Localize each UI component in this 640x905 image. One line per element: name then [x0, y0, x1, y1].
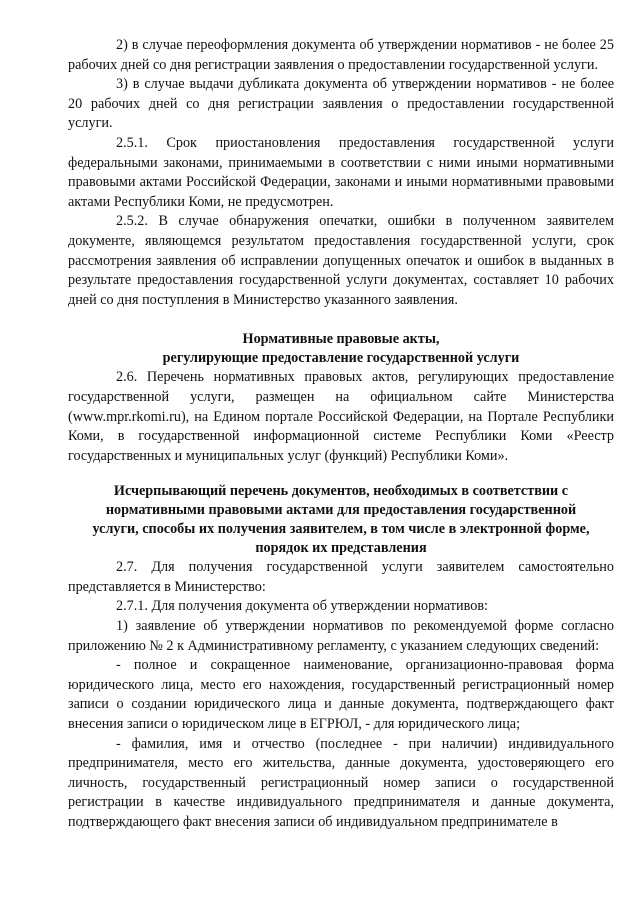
- paragraph-item-1: 1) заявление об утверждении нормативов по рекомендуемой форме согласно приложению № 2 к Административному регламенту, с указанием следующих сведений:: [68, 618, 614, 654]
- section-heading-normative-acts: [68, 330, 614, 368]
- heading-line: нормативными правовыми актами для предоставления государственной: [105, 502, 577, 519]
- paragraph-2-5-1: 2.5.1. Срок приостановления предоставления государственной услуги федеральными законами, принимаемыми в соответствии с ними иными нормативными правовыми актами Российской Федерации, законами и иными нормативными правовыми актами Республики Коми, не предусмотрен.: [68, 134, 614, 210]
- heading-line: регулирующие предоставление государственной услуги: [162, 350, 520, 367]
- paragraph-2-7-1: 2.7.1. Для получения документа об утверждении нормативов:: [116, 598, 488, 615]
- section-heading-documents-list: [68, 482, 614, 558]
- paragraph-individual-entrepreneur: - фамилия, имя и отчество (последнее - при наличии) индивидуального предпринимателя, место его жительства, данные документа, удостоверяющего его личность, государственный регистрационный номер записи о государственной регистрации в качестве индивидуального предпринимателя и данные документа, подтверждающего факт внесения записи об индивидуальном предпринимателе в: [68, 735, 614, 830]
- heading-line: Исчерпывающий перечень документов, необходимых в соответствии с: [113, 483, 569, 500]
- paragraph-item-3: 3) в случае выдачи дубликата документа об утверждении нормативов - не более 20 рабочих дней со дня регистрации заявления о предоставлении государственной услуги.: [68, 76, 614, 132]
- paragraph-2-5-2: 2.5.2. В случае обнаружения опечатки, ошибки в полученном заявителем документе, являющемся результатом предоставления государственной услуги, срок рассмотрения заявления об исправлении допущенных опечаток и ошибок в выданных в результате предоставления государственной услуги документах, составляет 10 рабочих дней со дня поступления в Министерство указанного заявления.: [68, 213, 614, 308]
- paragraph-2-6: 2.6. Перечень нормативных правовых актов, регулирующих предоставление государственной услуги, размещен на официальном сайте Министерства (www.mpr.rkomi.ru), на Едином портале Российской Федерации, на Портале Республики Коми, в государственной информационной системе Республики Коми «Реестр государственных и муниципальных услуг (функций) Республики Коми».: [68, 369, 614, 464]
- heading-line: порядок их представления: [255, 540, 427, 557]
- heading-line: Нормативные правовые акты,: [242, 331, 440, 348]
- paragraph-legal-entity: - полное и сокращенное наименование, организационно-правовая форма юридического лица, место его нахождения, государственный регистрационный номер записи о создании юридического лица и данные документа, подтверждающего факт внесения записи о юридическом лице в ЕГРЮЛ, - для юридического лица;: [68, 657, 614, 733]
- paragraph-item-2: 2) в случае переоформления документа об утверждении нормативов - не более 25 рабочих дней со дня регистрации заявления о предоставлении государственной услуги.: [68, 37, 614, 73]
- heading-line: услуги, способы их получения заявителем, в том числе в электронной форме,: [92, 521, 590, 538]
- paragraph-2-7: 2.7. Для получения государственной услуги заявителем самостоятельно представляется в Министерство:: [68, 559, 614, 595]
